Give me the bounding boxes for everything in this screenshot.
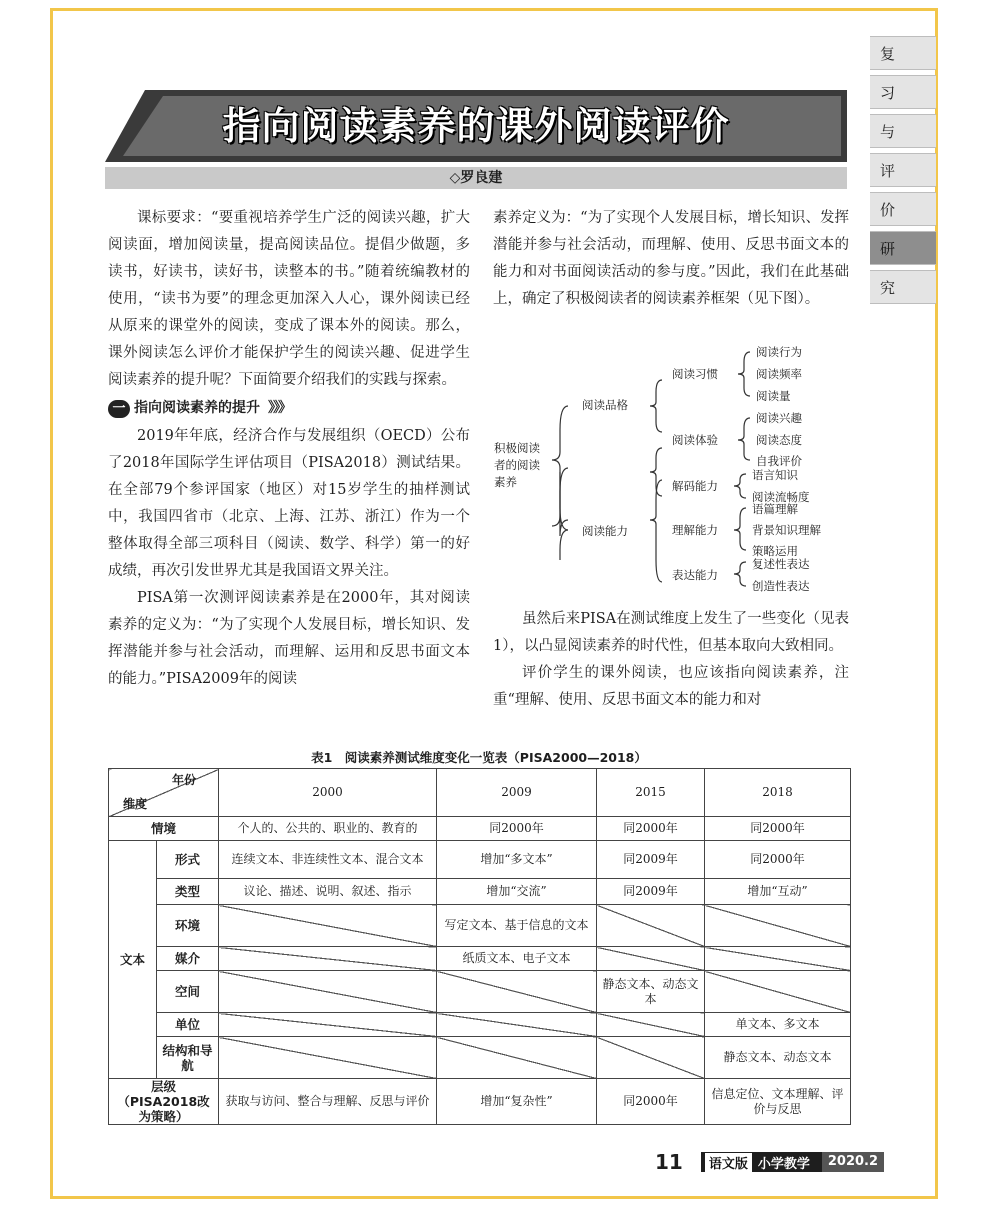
table-cell: 静态文本、动态文本 <box>597 971 705 1013</box>
diagram-node-express: 表达能力 <box>672 568 718 582</box>
diagram-leaf: 阅读兴趣 <box>756 411 802 425</box>
title-banner <box>105 90 847 162</box>
section-arrows: 》》》 <box>268 400 290 416</box>
side-tabs <box>870 36 936 309</box>
empty-cell <box>219 905 437 947</box>
table-cell: 信息定位、文本理解、评价与反思 <box>705 1079 851 1125</box>
table-cell: 增加“复杂性” <box>437 1079 597 1125</box>
table-corner-cell <box>109 769 219 817</box>
empty-cell <box>705 971 851 1013</box>
diagram-leaf: 阅读流畅度 <box>752 490 810 504</box>
diagram-node-ability: 阅读能力 <box>582 524 628 538</box>
magazine-name: 小学教学 <box>757 1156 810 1172</box>
paragraph: 虽然后来PISA在测试维度上发生了一些变化（见表1），以凸显阅读素养的时代性，但基本取向大致相同。 <box>493 611 849 654</box>
table-row <box>109 1079 851 1125</box>
diagram-leaf: 语篇理解 <box>752 502 798 516</box>
table-cell: 同2009年 <box>597 841 705 879</box>
table-cell: 议论、描述、说明、叙述、指示 <box>219 879 437 905</box>
diagram-leaf: 创造性表达 <box>752 579 810 593</box>
diagram-leaf: 背景知识理解 <box>752 523 821 537</box>
side-tab-active: 研 <box>870 231 936 265</box>
issue-number: 2020.2 <box>822 1152 884 1172</box>
section-title: 指向阅读素养的提升 <box>134 400 260 416</box>
empty-cell <box>597 905 705 947</box>
right-column <box>493 205 849 313</box>
table-cell: 静态文本、动态文本 <box>705 1037 851 1079</box>
row-label: 空间 <box>157 971 219 1013</box>
empty-cell <box>437 971 597 1013</box>
right-column-lower <box>493 606 849 714</box>
empty-cell <box>219 947 437 971</box>
diagram-leaf: 阅读态度 <box>756 433 802 447</box>
left-column <box>108 205 470 693</box>
table-row <box>109 1013 851 1037</box>
side-tab: 究 <box>870 270 936 304</box>
row-label: 层级（PISA2018改为策略） <box>109 1079 219 1125</box>
row-label: 形式 <box>157 841 219 879</box>
row-label: 环境 <box>157 905 219 947</box>
empty-cell <box>437 1037 597 1079</box>
table-row <box>109 841 851 879</box>
diagram-leaf: 阅读量 <box>756 389 791 403</box>
edition-label: 语文版 <box>705 1153 752 1172</box>
empty-cell <box>705 947 851 971</box>
table-cell: 同2000年 <box>597 817 705 841</box>
side-tab: 习 <box>870 75 936 109</box>
empty-cell <box>219 1013 437 1037</box>
row-label: 类型 <box>157 879 219 905</box>
row-label: 单位 <box>157 1013 219 1037</box>
table-caption: 表1 阅读素养测试维度变化一览表（PISA2000—2018） <box>311 750 647 765</box>
page-footer <box>655 1151 884 1173</box>
paragraph: 素养定义为：“为了实现个人发展目标，增长知识、发挥潜能并参与社会活动，而理解、使用、反思书面文本的能力和对书面阅读活动的参与度。”因此，我们在此基础上，确定了积极阅读者的阅读素养框架（见下图）。 <box>493 210 849 307</box>
year-header: 2009 <box>437 769 597 817</box>
table-cell: 连续文本、非连续性文本、混合文本 <box>219 841 437 879</box>
year-header: 2015 <box>597 769 705 817</box>
empty-cell <box>219 1037 437 1079</box>
corner-year-label: 年份 <box>171 773 196 787</box>
diagram-leaf: 语言知识 <box>752 468 798 482</box>
section-number: 一 <box>108 400 130 418</box>
table-cell: 增加“多文本” <box>437 841 597 879</box>
table-cell: 纸质文本、电子文本 <box>437 947 597 971</box>
table-row <box>109 817 851 841</box>
table-row <box>109 879 851 905</box>
empty-cell <box>437 1013 597 1037</box>
side-tab: 评 <box>870 153 936 187</box>
table-row <box>109 1037 851 1079</box>
empty-cell <box>597 947 705 971</box>
diagram-leaf: 自我评价 <box>756 454 802 468</box>
table-row <box>109 905 851 947</box>
diagram-leaf: 阅读行为 <box>756 345 802 359</box>
table-cell: 增加“互动” <box>705 879 851 905</box>
side-tab: 复 <box>870 36 936 70</box>
side-tab: 与 <box>870 114 936 148</box>
table-row <box>109 947 851 971</box>
diagram-root: 积极阅读者的阅读素养 <box>494 441 540 489</box>
empty-cell <box>705 905 851 947</box>
literacy-framework-diagram <box>490 340 855 602</box>
table-cell: 同2000年 <box>597 1079 705 1125</box>
diagram-node-quality: 阅读品格 <box>582 398 628 412</box>
row-label: 情境 <box>109 817 219 841</box>
year-header: 2000 <box>219 769 437 817</box>
table-row <box>109 971 851 1013</box>
table-cell: 单文本、多文本 <box>705 1013 851 1037</box>
page-number: 11 <box>655 1150 683 1174</box>
diagram-node-understand: 理解能力 <box>672 523 718 537</box>
side-tab: 价 <box>870 192 936 226</box>
diagram-node-habit: 阅读习惯 <box>672 367 718 381</box>
diagram-node-decode: 解码能力 <box>672 479 718 493</box>
section-heading <box>108 395 470 422</box>
table-cell: 增加“交流” <box>437 879 597 905</box>
table-cell: 写定文本、基于信息的文本 <box>437 905 597 947</box>
empty-cell <box>597 1037 705 1079</box>
paragraph: 评价学生的课外阅读，也应该指向阅读素养，注重“理解、使用、反思书面文本的能力和对 <box>493 665 849 708</box>
corner-dimension-label: 维度 <box>123 797 148 811</box>
table-header-row <box>109 769 851 817</box>
table-cell: 同2000年 <box>705 841 851 879</box>
author-line: ◇罗良建 <box>105 167 847 189</box>
table-cell: 同2000年 <box>705 817 851 841</box>
text-group-label: 文本 <box>109 841 157 1079</box>
table-cell: 同2009年 <box>597 879 705 905</box>
diagram-leaf: 复述性表达 <box>752 557 810 571</box>
row-label: 媒介 <box>157 947 219 971</box>
article-title: 指向阅读素养的课外阅读评价 <box>222 104 730 148</box>
diagram-leaf: 阅读频率 <box>756 367 802 381</box>
row-label: 结构和导航 <box>157 1037 219 1079</box>
paragraph: 课标要求：“要重视培养学生广泛的阅读兴趣，扩大阅读面，增加阅读量，提高阅读品位。提倡少做题，多读书，好读书，读好书，读整本的书。”随着统编教材的使用，“读书为要”的理念更加深入人心，课外阅读已经从原来的课堂外的阅读，变成了课本外的阅读。那么，课外阅读怎么评价才能保护学生的阅读兴趣、促进学生阅读素养的提升呢？下面简要介绍我们的实践与探索。 <box>108 210 470 388</box>
empty-cell <box>219 971 437 1013</box>
table-cell: 同2000年 <box>437 817 597 841</box>
table-cell: 获取与访问、整合与理解、反思与评价 <box>219 1079 437 1125</box>
table-cell: 个人的、公共的、职业的、教育的 <box>219 817 437 841</box>
publication-box <box>701 1152 822 1172</box>
diagram-leaf: 策略运用 <box>752 544 798 558</box>
pisa-dimension-table <box>108 768 851 1125</box>
paragraph: PISA第一次测评阅读素养是在2000年，其对阅读素养的定义为：“为了实现个人发展目标，增长知识、发挥潜能并参与社会活动，而理解、运用和反思书面文本的能力。”PISA2009年的阅读 <box>108 590 470 687</box>
year-header: 2018 <box>705 769 851 817</box>
empty-cell <box>597 1013 705 1037</box>
diagram-node-experience: 阅读体验 <box>672 433 718 447</box>
paragraph: 2019年年底，经济合作与发展组织（OECD）公布了2018年国际学生评估项目（PISA2018）测试结果。在全部79个参评国家（地区）对15岁学生的抽样测试中，我国四省市（北京、上海、江苏、浙江）作为一个整体取得全部三项科目（阅读、数学、科学）第一的好成绩，再次引发世界尤其是我国语文界关注。 <box>108 428 470 579</box>
